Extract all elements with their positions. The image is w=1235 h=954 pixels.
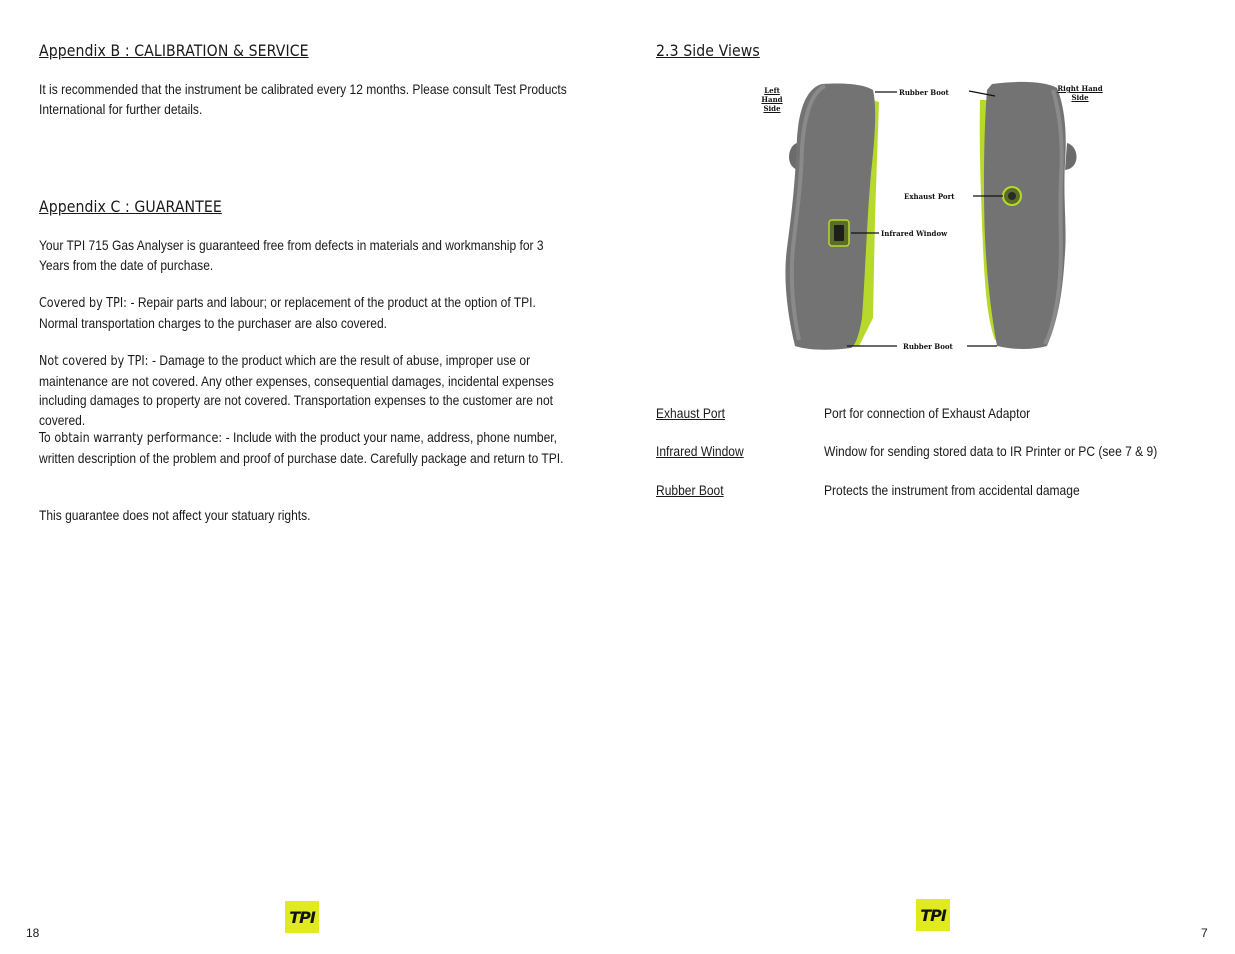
page-number-left: 18 [26,926,40,940]
definition-desc-rubber-boot: Protects the instrument from accidental damage [824,482,1080,498]
section-title: 2.3 Side Views [656,41,760,60]
appendix-b-title: Appendix B : CALIBRATION & SERVICE [39,41,309,60]
definition-term-exhaust-port: Exhaust Port [656,405,725,421]
tpi-logo-right [916,899,950,931]
appendix-c-title: Appendix C : GUARANTEE [39,197,222,216]
covered-text: Repair parts and labour; or replacement of the product at the option of TPI. Normal transportation charges to the purchaser are also covered. [39,294,536,331]
not-covered-paragraph [39,351,577,430]
tpi-logo-left [285,901,319,933]
covered-lead: Covered by TPI: - [39,296,135,311]
not-covered-text: Damage to the product which are the result of abuse, improper use or maintenance are not covered. Any other expenses, consequential damages, incidental expenses including damages to property are not covered. Transportation expenses to the customer are not covered. [39,352,554,428]
label-rubber-boot-top: Rubber Boot [899,88,949,97]
right-device-body [984,82,1066,349]
warranty-paragraph [39,428,577,468]
label-exhaust-port: Exhaust Port [904,192,955,201]
label-rubber-boot-bottom: Rubber Boot [903,342,953,351]
not-covered-lead: Not covered by TPI: - [39,354,157,369]
logo-text: TPI [920,905,946,925]
label-left-hand-side: Left Hand Side [761,86,783,113]
definition-desc-exhaust-port: Port for connection of Exhaust Adaptor [824,405,1031,421]
definition-desc-infrared-window: Window for sending stored data to IR Printer or PC (see 7 & 9) [824,443,1158,459]
page-number-right: 7 [1201,926,1208,940]
warranty-lead: To obtain warranty performance: - [39,431,230,446]
guarantee-intro: Your TPI 715 Gas Analyser is guaranteed free from defects in materials and workmanship for 3 Years from the date of purchase. [39,237,544,273]
definition-term-rubber-boot: Rubber Boot [656,482,724,498]
statutory-note: This guarantee does not affect your statuary rights. [39,507,311,523]
label-infrared-window: Infrared Window [881,229,948,238]
logo-text: TPI [289,907,315,927]
appendix-b-text: It is recommended that the instrument be calibrated every 12 months. Please consult Test Products International for further details. [39,81,567,117]
label-right-hand-side: Right Hand Side [1057,84,1103,102]
right-page [617,0,1235,954]
left-page [0,0,617,954]
covered-paragraph [39,293,577,333]
definition-term-infrared-window: Infrared Window [656,443,744,459]
side-views-figure [747,78,1117,378]
device-side-illustration [747,78,1117,378]
left-device-body [785,83,875,349]
warranty-text: Include with the product your name, address, phone number, written description of the problem and proof of purchase date. Carefully package and return to TPI. [39,429,564,466]
